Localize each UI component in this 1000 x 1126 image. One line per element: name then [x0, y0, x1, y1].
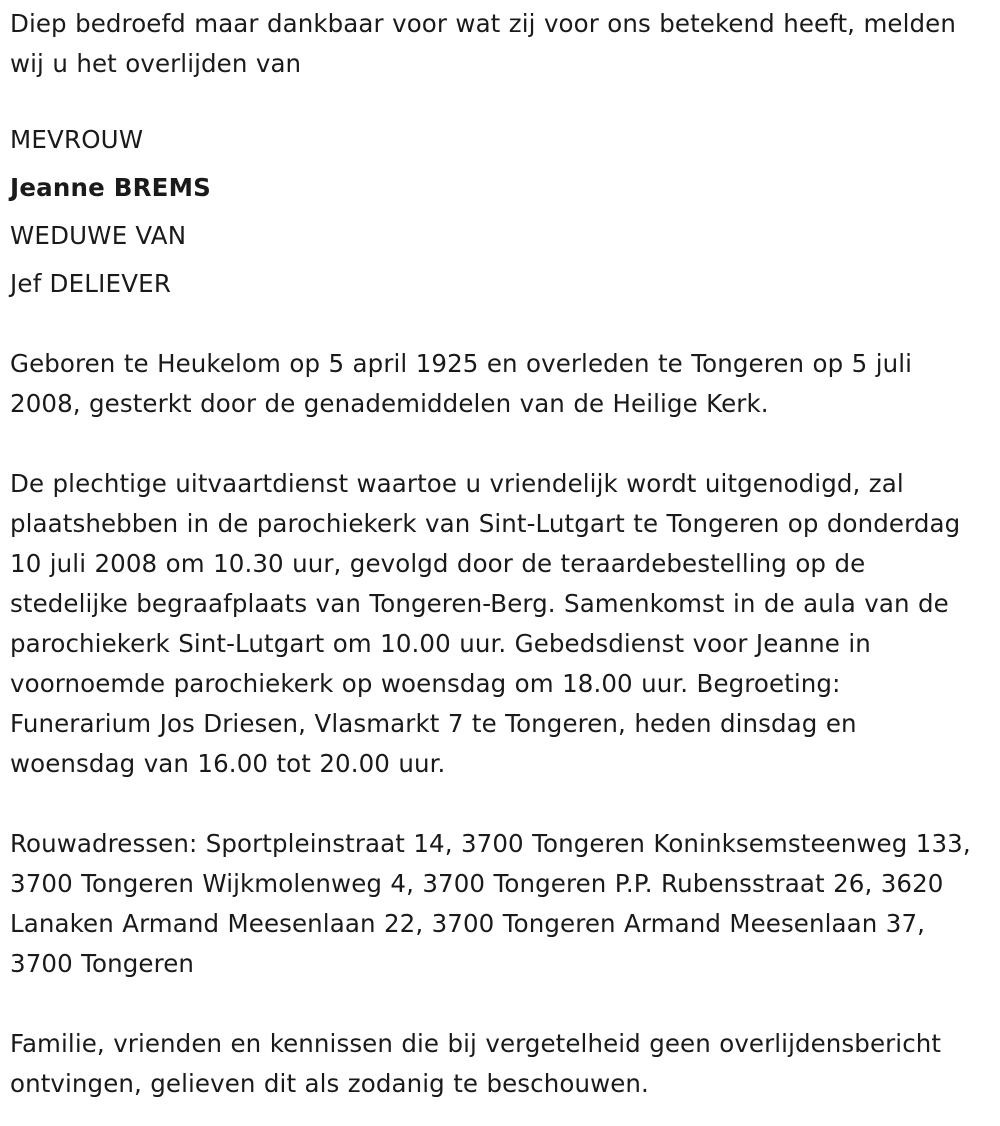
spacer [10, 984, 990, 1024]
funeral-details-paragraph: De plechtige uitvaartdienst waartoe u vriendelijk wordt uitgenodigd, zal plaatshebben in de parochiekerk van Sint-Lutgart te Tongeren op donderdag 10 juli 2008 om 10.30 uur, gevolgd door de teraardebestelling op de stedelijke begraafplaats van Tongeren-Berg. Samenkomst in de aula van de parochiekerk Sint-Lutgart om 10.00 uur. Gebedsdienst voor Jeanne in voornoemde parochiekerk op woensdag om 18.00 uur. Begroeting: Funerarium Jos Driesen, Vlasmarkt 7 te Tongeren, heden dinsdag en woensdag van 16.00 tot 20.00 uur. [10, 469, 961, 778]
spacer [10, 784, 990, 824]
deceased-name: Jeanne BREMS [10, 173, 211, 202]
mourning-addresses-paragraph: Rouwadressen: Sportpleinstraat 14, 3700 Tongeren Koninksemsteenweg 133, 3700 Tongeren Wijkmolenweg 4, 3700 Tongeren P.P. Rubensstraat 26, 3620 Lanaken Armand Meesenlaan 22, 3700 Tongeren Armand Meesenlaan 37, 3700 Tongeren [10, 829, 971, 978]
birth-death-paragraph: Geboren te Heukelom op 5 april 1925 en overleden te Tongeren op 5 juli 2008, gesterkt door de genademiddelen van de Heilige Kerk. [10, 349, 913, 418]
deceased-block [10, 116, 990, 308]
salutation: MEVROUW [10, 125, 144, 154]
spacer [10, 424, 990, 464]
spouse-name: Jef DELIEVER [10, 269, 172, 298]
intro-paragraph: Diep bedroefd maar dankbaar voor wat zij voor ons betekend heeft, melden wij u het overlijden van [10, 9, 956, 78]
closing-note-paragraph: Familie, vrienden en kennissen die bij vergetelheid geen overlijdensbericht ontvingen, gelieven dit als zodanig te beschouwen. [10, 1029, 942, 1098]
widow-of-label: WEDUWE VAN [10, 221, 187, 250]
spacer [10, 308, 990, 344]
